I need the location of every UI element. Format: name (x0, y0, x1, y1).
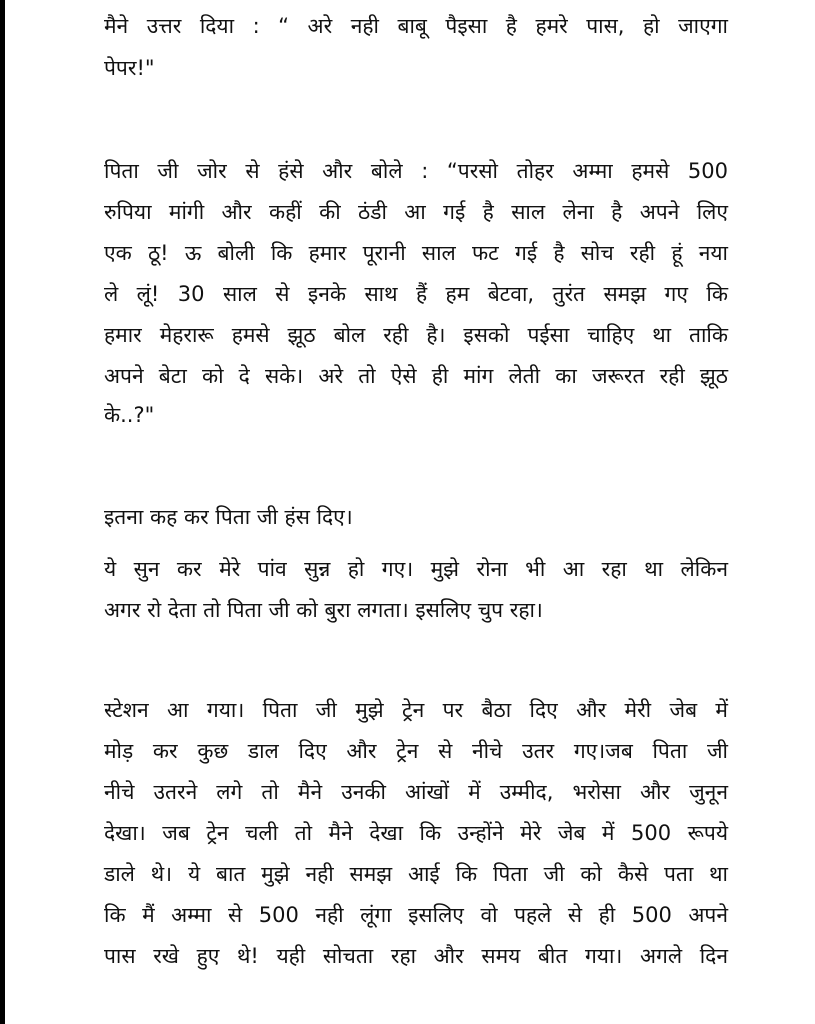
text-line: कि मैं अम्मा से 500 नही लूंगा इसलिए वो पहले से ही 500 अपने (104, 903, 728, 927)
page-left-border (0, 0, 5, 1024)
text-line: मोड़ कर कुछ डाल दिए और ट्रेन से नीचे उतर गए।जब पिता जी (104, 739, 728, 763)
text-line: पेपर!" (104, 56, 155, 80)
text-line: रुपिया मांगी और कहीं की ठंडी आ गई है साल लेना है अपने लिए (104, 200, 728, 224)
text-line: मैने उत्तर दिया : “ अरे नही बाबू पैइसा है हमरे पास, हो जाएगा (104, 14, 728, 38)
text-line: एक ठू! ऊ बोली कि हमार पूरानी साल फट गई है सोच रही हूं नया (104, 241, 728, 265)
text-line: अपने बेटा को दे सके। अरे तो ऐसे ही मांग लेती का जरूरत रही झूठ (104, 364, 728, 388)
text-line: पिता जी जोर से हंसे और बोले : “परसो तोहर अम्मा हमसे 500 (104, 159, 728, 183)
text-line: हमार मेहरारू हमसे झूठ बोल रही है। इसको पईसा चाहिए था ताकि (104, 323, 728, 347)
text-line: पास रखे हुए थे! यही सोचता रहा और समय बीत गया। अगले दिन (104, 944, 728, 968)
text-line: अगर रो देता तो पिता जी को बुरा लगता। इसलिए चुप रहा। (104, 598, 543, 622)
text-line: ये सुन कर मेरे पांव सुन्न हो गए। मुझे रोना भी आ रहा था लेकिन (104, 557, 728, 581)
text-line: देखा। जब ट्रेन चली तो मैने देखा कि उन्होंने मेरे जेब में 500 रूपये (104, 821, 728, 845)
text-line: इतना कह कर पिता जी हंस दिए। (104, 505, 353, 529)
text-line: डाले थे। ये बात मुझे नही समझ आई कि पिता जी को कैसे पता था (104, 862, 728, 886)
text-line: ले लूं! 30 साल से इनके साथ हैं हम बेटवा, तुरंत समझ गए कि (104, 282, 728, 306)
text-line: नीचे उतरने लगे तो मैने उनकी आंखों में उम्मीद, भरोसा और जुनून (104, 780, 728, 804)
text-line: स्टेशन आ गया। पिता जी मुझे ट्रेन पर बैठा दिए और मेरी जेब में (104, 698, 728, 722)
text-line: के..?" (104, 403, 155, 427)
